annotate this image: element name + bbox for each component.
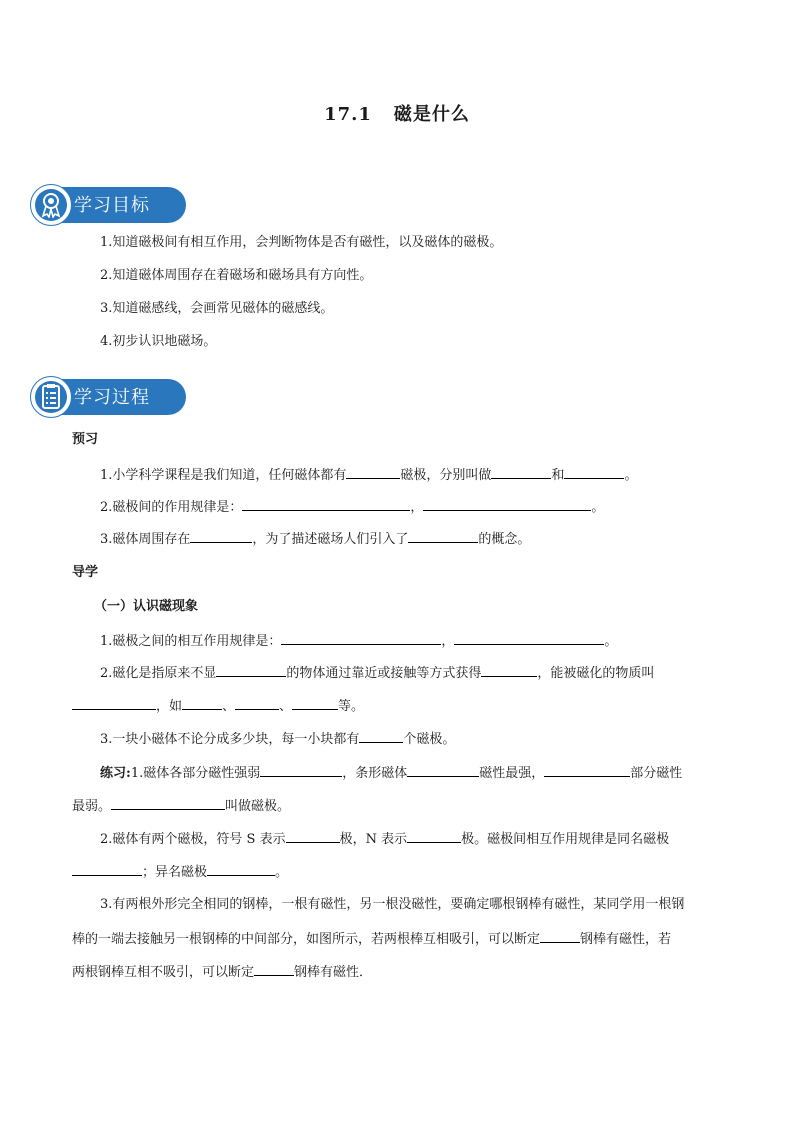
answer-blank[interactable] [242, 497, 410, 511]
checklist-icon [30, 376, 72, 418]
guide-question-3: 3.一块小磁体不论分成多少块，每一小块都有 个磁极。 [100, 729, 455, 749]
answer-blank[interactable] [207, 862, 275, 876]
answer-blank[interactable] [544, 763, 630, 777]
answer-blank[interactable] [216, 663, 286, 677]
goal-item: 1.知道磁极间有相互作用，会判断物体是否有磁性，以及磁体的磁极。 [100, 235, 503, 250]
answer-blank[interactable] [72, 862, 142, 876]
answer-blank[interactable] [408, 529, 478, 543]
section-label: 学习过程 [74, 387, 150, 408]
answer-blank[interactable] [481, 663, 537, 677]
answer-blank[interactable] [346, 465, 400, 479]
preview-question-1: 1.小学科学课程是我们知道，任何磁体都有 磁极，分别叫做 和 。 [100, 465, 637, 485]
guide-question-2-cont: ，如 、 、 等。 [72, 696, 364, 716]
guide-subheading: （一）认识磁现象 [94, 599, 199, 614]
practice-label: 练习: [100, 766, 131, 781]
answer-blank[interactable] [260, 763, 342, 777]
preview-question-2: 2.磁极间的作用规律是： ， 。 [100, 497, 604, 517]
title-number: 17.1 [324, 104, 372, 125]
guide-heading: 导学 [72, 565, 99, 580]
answer-blank[interactable] [72, 696, 156, 710]
answer-blank[interactable] [281, 631, 441, 645]
award-icon [30, 184, 72, 226]
answer-blank[interactable] [235, 696, 279, 710]
answer-blank[interactable] [182, 696, 222, 710]
goal-item: 2.知道磁体周围存在着磁场和磁场具有方向性。 [100, 268, 373, 283]
answer-blank[interactable] [491, 465, 551, 479]
practice-2: 2.磁体有两个磁极，符号 S 表示 极，N 表示 极。磁极间相互作用规律是同名磁极 [100, 829, 669, 849]
section-header-goals [30, 184, 186, 226]
answer-blank[interactable] [190, 529, 252, 543]
answer-blank[interactable] [540, 929, 580, 943]
practice-3-line-1: 3.有两根外形完全相同的钢棒，一根有磁性，另一根没磁性，要确定哪根钢棒有磁性，某同学用一根钢 [100, 897, 685, 912]
title-text: 磁是什么 [393, 104, 470, 125]
section-label: 学习目标 [74, 195, 150, 216]
practice-3-line-2: 棒的一端去接触另一根钢棒的中间部分，如图所示，若两根棒互相吸引，可以断定 钢棒有磁性，若 [72, 929, 671, 949]
goal-item: 4.初步认识地磁场。 [100, 334, 217, 349]
answer-blank[interactable] [359, 729, 403, 743]
guide-question-2: 2.磁化是指原来不显 的物体通过靠近或接触等方式获得 ，能被磁化的物质叫 [100, 663, 654, 683]
answer-blank[interactable] [454, 631, 604, 645]
answer-blank[interactable] [423, 497, 591, 511]
answer-blank[interactable] [407, 763, 479, 777]
answer-blank[interactable] [254, 962, 294, 976]
preview-question-3: 3.磁体周围存在 ，为了描述磁场人们引入了 的概念。 [100, 529, 530, 549]
answer-blank[interactable] [292, 696, 338, 710]
practice-1: 练习:1.磁体各部分磁性强弱 ，条形磁体 磁性最强， 部分磁性 [100, 763, 682, 783]
answer-blank[interactable] [407, 829, 461, 843]
practice-1-cont: 最弱。 叫做磁极。 [72, 796, 290, 816]
answer-blank[interactable] [111, 796, 225, 810]
answer-blank[interactable] [564, 465, 624, 479]
preview-heading: 预习 [72, 432, 99, 447]
guide-question-1: 1.磁极之间的相互作用规律是： ， 。 [100, 631, 617, 651]
practice-2-cont: ；异名磁极 。 [72, 862, 288, 882]
section-header-process [30, 376, 186, 418]
page-title [0, 100, 794, 126]
answer-blank[interactable] [286, 829, 340, 843]
goal-item: 3.知道磁感线，会画常见磁体的磁感线。 [100, 301, 334, 316]
practice-3-line-3: 两根钢棒互相不吸引，可以断定 钢棒有磁性． [72, 962, 372, 982]
